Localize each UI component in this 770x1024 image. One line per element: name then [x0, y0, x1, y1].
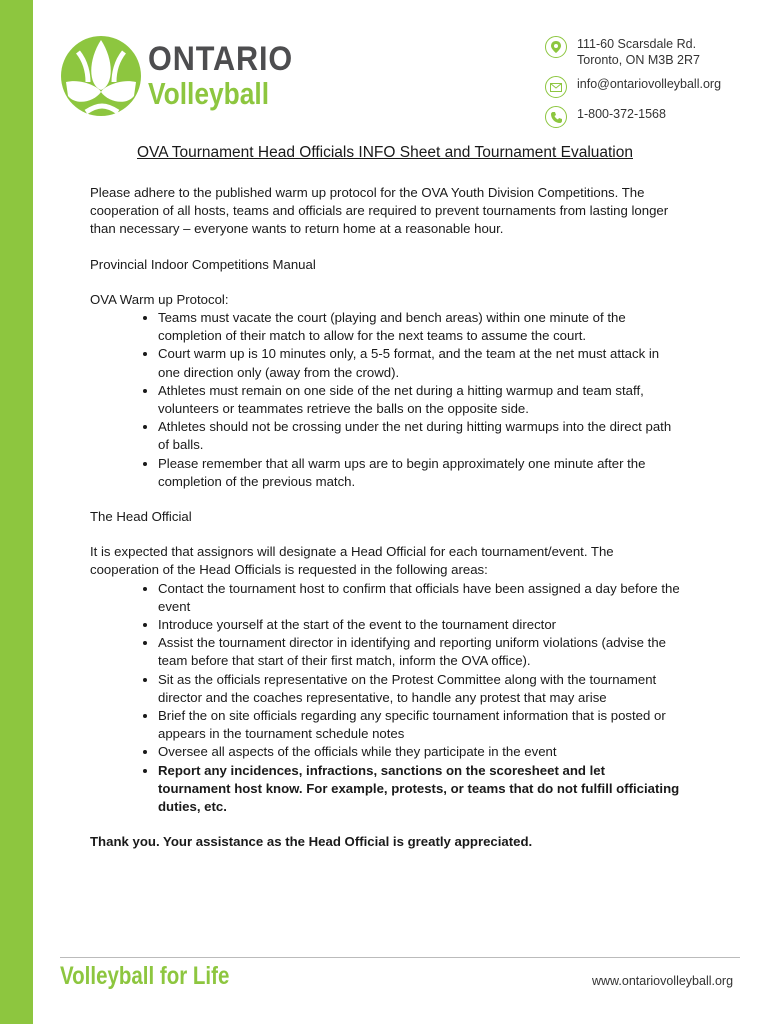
head-official-intro: It is expected that assignors will designate a Head Official for each tournament/event. The cooperation of the Head Officials is requested in the following areas:: [90, 544, 614, 578]
phone-row: [545, 106, 760, 128]
envelope-icon: [545, 76, 567, 98]
ontario-volleyball-logo: [58, 30, 298, 125]
address-line-2: Toronto, ON M3B 2R7: [577, 53, 700, 67]
location-pin-icon: [545, 36, 567, 58]
list-item: • Teams must vacate the court (playing and bench areas) within one minute of the completion of their match to allow for the next teams to assume the court.: [158, 309, 680, 345]
list-item: • Athletes must remain on one side of the net during a hitting warmup and team staff, volunteers or teammates retrieve the balls on the opposite side.: [158, 382, 680, 418]
head-official-list: [90, 580, 680, 817]
document-body: [90, 184, 680, 852]
list-item: • Athletes should not be crossing under the net during hitting warmups into the direct path of balls.: [158, 418, 680, 454]
volleyball-icon: [58, 30, 144, 122]
warmup-list: [90, 309, 680, 491]
list-item: • Introduce yourself at the start of the event to the tournament director: [158, 616, 680, 634]
manual-heading: Provincial Indoor Competitions Manual: [90, 256, 316, 272]
address-row: [545, 36, 760, 68]
contact-block: [545, 36, 760, 136]
list-item: • Report any incidences, infractions, sanctions on the scoresheet and let tournament host know. For example, protests, or teams that do not fulfill officiating duties, etc.: [158, 762, 680, 817]
phone-number: 1-800-372-1568: [577, 107, 666, 121]
footer-website-link[interactable]: www.ontariovolleyball.org: [592, 974, 734, 988]
logo-volleyball-text: Volleyball: [148, 76, 270, 111]
footer-divider: [60, 957, 740, 958]
list-item: • Please remember that all warm ups are to begin approximately one minute after the completion of the previous match.: [158, 455, 680, 491]
footer-slogan: Volleyball for Life: [60, 962, 230, 990]
head-official-heading: The Head Official: [90, 509, 192, 525]
email-row: [545, 76, 760, 98]
warmup-heading: OVA Warm up Protocol:: [90, 291, 229, 307]
thank-you-note: Thank you. Your assistance as the Head Official is greatly appreciated.: [90, 834, 533, 850]
list-item: • Contact the tournament host to confirm that officials have been assigned a day before the event: [158, 580, 680, 616]
intro-paragraph: Please adhere to the published warm up protocol for the OVA Youth Division Competitions. The cooperation of all hosts, teams and officials are required to prevent tournaments from lasting longer than necessary – everyone wants to return home at a reasonable hour.: [90, 185, 669, 237]
document-title: OVA Tournament Head Officials INFO Sheet and Tournament Evaluation: [137, 144, 633, 161]
list-item: • Sit as the officials representative on the Protest Committee along with the tournament director and the coaches representative, to handle any protest that may arise: [158, 671, 680, 707]
list-item: • Brief the on site officials regarding any specific tournament information that is posted or appears in the tournament schedule notes: [158, 707, 680, 743]
address-line-1: 111-60 Scarsdale Rd.: [577, 37, 697, 51]
list-item: • Court warm up is 10 minutes only, a 5-5 format, and the team at the net must attack in one direction only (away from the crowd).: [158, 345, 680, 381]
list-item: • Oversee all aspects of the officials while they participate in the event: [158, 743, 680, 761]
logo-ontario-text: ONTARIO: [148, 40, 294, 78]
list-item: • Assist the tournament director in identifying and reporting uniform violations (advise the team before that start of their first match, inform the OVA office).: [158, 634, 680, 670]
phone-icon: [545, 106, 567, 128]
email-link[interactable]: info@ontariovolleyball.org: [577, 77, 722, 91]
